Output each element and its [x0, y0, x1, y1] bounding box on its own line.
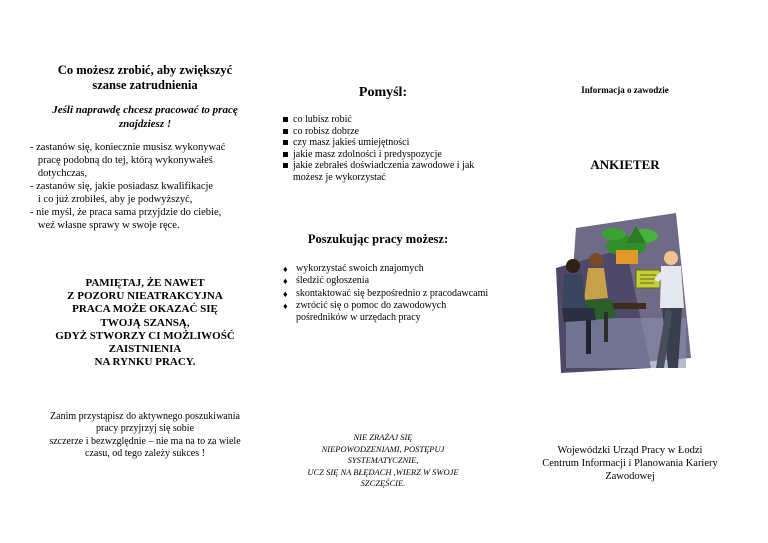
list-item: jakie zebrałeś doświadczenia zawodowe i jak możesz je wykorzystać	[283, 160, 498, 183]
tip-line: - zastanów się, jakie posiadasz kwalifikacje	[30, 181, 214, 192]
section-title-think: Pomyśl:	[358, 85, 408, 100]
think-list	[283, 114, 498, 184]
callout-line: PAMIĘTAJ, ŻE NAWET	[85, 277, 205, 289]
survey-interview-clipart-icon	[556, 208, 696, 373]
note-line: szczerze i bezwzględnie – nie ma na to za wiele	[49, 435, 241, 447]
diamond-bullet-icon: ♦	[283, 276, 288, 287]
motivational-subtitle	[40, 104, 250, 131]
subtitle-line: Jeśli naprawdę chcesz pracować to pracę	[52, 104, 238, 116]
diamond-bullet-icon: ♦	[283, 300, 288, 311]
square-bullet-icon	[283, 129, 288, 134]
list-item: ♦ skontaktować się bezpośrednio z pracodawcami	[283, 287, 489, 299]
note-line: Zanim przystąpisz do aktywnego poszukiwania	[50, 411, 240, 422]
list-item: czy masz jakieś umiejętności	[283, 137, 498, 149]
job-title: ANKIETER	[590, 157, 660, 172]
square-bullet-icon	[283, 163, 288, 168]
callout-line: Z POZORU NIEATRAKCYJNA	[67, 290, 223, 303]
motto-line: SZCZĘŚCIE.	[360, 478, 406, 488]
tip-line: - nie myśl, że praca sama przyjdzie do ciebie,	[30, 207, 222, 218]
title-line: Co możesz zrobić, aby zwiększyć	[57, 63, 233, 77]
callout-line: NA RYNKU PRACY.	[94, 356, 196, 369]
tip-line: weź własne sprawy w swoje ręce.	[30, 220, 180, 231]
tips-list	[30, 141, 260, 232]
subtitle-line: znajdziesz !	[118, 117, 172, 130]
square-bullet-icon	[283, 152, 288, 157]
occupation-info-header: Informacja o zawodzie	[581, 85, 669, 95]
motto-line: NIE ZRAŻAJ SIĘ	[353, 432, 413, 442]
tip-line: dotychczas,	[30, 168, 88, 179]
office-line: Wojewódzki Urząd Pracy w Łodzi	[557, 445, 703, 456]
callout-line: GDYŻ STWORZY CI MOŻLIWOŚĆ	[55, 329, 235, 342]
diamond-bullet-icon: ♦	[283, 288, 288, 299]
office-line: Zawodowej	[605, 471, 655, 482]
callout-line: PRACA MOŻE OKAZAĆ SIĘ	[72, 303, 218, 316]
tip-line: - zastanów się, koniecznie musisz wykonywać	[30, 142, 226, 153]
tip-line: i co już zrobiłeś, aby je podwyższyć,	[30, 194, 193, 205]
section-title-job-search: Poszukując pracy możesz:	[307, 232, 449, 246]
motto-block	[298, 432, 468, 490]
note-line: czasu, od tego zależy sukces !	[85, 447, 205, 459]
list-item: ♦ śledzić ogłoszenia	[283, 275, 370, 287]
self-assessment-note	[30, 411, 260, 460]
list-item: co robisz dobrze	[283, 126, 498, 138]
list-item: ♦ zwrócić się o pomoc do zawodowych pośredników w urzędach pracy	[283, 299, 447, 324]
remember-callout	[40, 277, 250, 369]
callout-line: ZAISTNIENIA	[108, 343, 182, 356]
callout-line: TWOJĄ SZANSĄ,	[100, 316, 190, 329]
motto-line: NIEPOWODZENIAMI, POSTĘPUJ	[321, 443, 445, 454]
square-bullet-icon	[283, 117, 288, 122]
office-name	[535, 444, 725, 483]
tip-line: pracę podobną do tej, którą wykonywałeś	[30, 155, 213, 166]
note-line: pracy przyjrzyj się sobie	[95, 423, 195, 435]
list-item: ♦ wykorzystać swoich znajomych	[283, 263, 424, 274]
job-search-list	[283, 263, 498, 324]
motto-line: SYSTEMATYCZNIE,	[347, 455, 419, 465]
section-title-improve-chances	[40, 63, 250, 93]
list-item: co lubisz robić	[283, 114, 498, 126]
list-item: jakie masz zdolności i predyspozycje	[283, 149, 498, 161]
square-bullet-icon	[283, 140, 288, 145]
title-line: szanse zatrudnienia	[92, 78, 198, 92]
motto-line: UCZ SIĘ NA BŁĘDACH ,WIERZ W SWOJE	[307, 466, 459, 477]
office-line: Centrum Informacji i Planowania Kariery	[542, 458, 718, 469]
diamond-bullet-icon: ♦	[283, 264, 288, 274]
